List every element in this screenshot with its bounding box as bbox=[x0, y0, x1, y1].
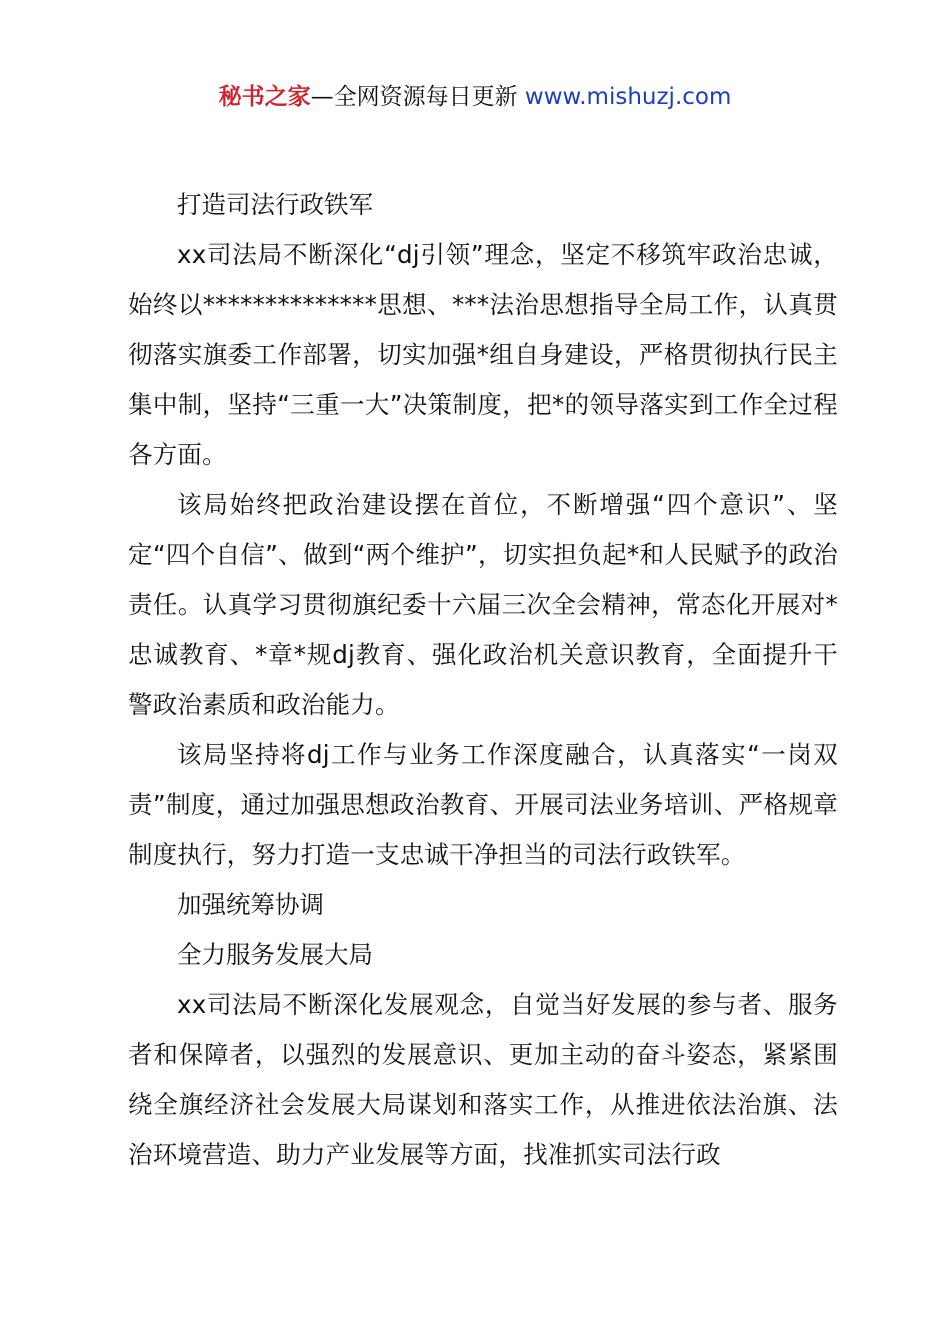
section-heading: 打造司法行政铁军 bbox=[177, 190, 373, 219]
document-body bbox=[128, 180, 838, 1180]
paragraph: 该局始终把政治建设摆在首位，不断增强“四个意识”、坚定“四个自信”、做到“两个维护”，切实担负起*和人民赋予的政治责任。认真学习贯彻旗纪委十六届三次全会精神，常态化开展对*忠诚教育、*章*规dj教育、强化政治机关意识教育，全面提升干警政治素质和政治能力。 bbox=[128, 490, 838, 719]
section-heading: 加强统筹协调 bbox=[177, 890, 324, 919]
paragraph: xx司法局不断深化“dj引领”理念，坚定不移筑牢政治忠诚，始终以**************思想、***法治思想指导全局工作，认真贯彻落实旗委工作部署，切实加强*组自身建设，严格贯彻执行民主集中制，坚持“三重一大”决策制度，把*的领导落实到工作全过程各方面。 bbox=[128, 240, 838, 469]
paragraph: xx司法局不断深化发展观念，自觉当好发展的参与者、服务者和保障者，以强烈的发展意识、更加主动的奋斗姿态，紧紧围绕全旗经济社会发展大局谋划和落实工作，从推进依法治旗、法治环境营造、助力产业发展等方面，找准抓实司法行政 bbox=[128, 990, 838, 1169]
site-header bbox=[0, 80, 950, 114]
section-heading: 全力服务发展大局 bbox=[177, 940, 373, 969]
site-tagline: —全网资源每日更新 bbox=[310, 84, 525, 110]
site-brand: 秘书之家 bbox=[218, 84, 311, 110]
paragraph: 该局坚持将dj工作与业务工作深度融合，认真落实“一岗双责”制度，通过加强思想政治教育、开展司法业务培训、严格规章制度执行，努力打造一支忠诚干净担当的司法行政铁军。 bbox=[128, 740, 838, 869]
site-url[interactable]: www.mishuzj.com bbox=[524, 84, 732, 110]
